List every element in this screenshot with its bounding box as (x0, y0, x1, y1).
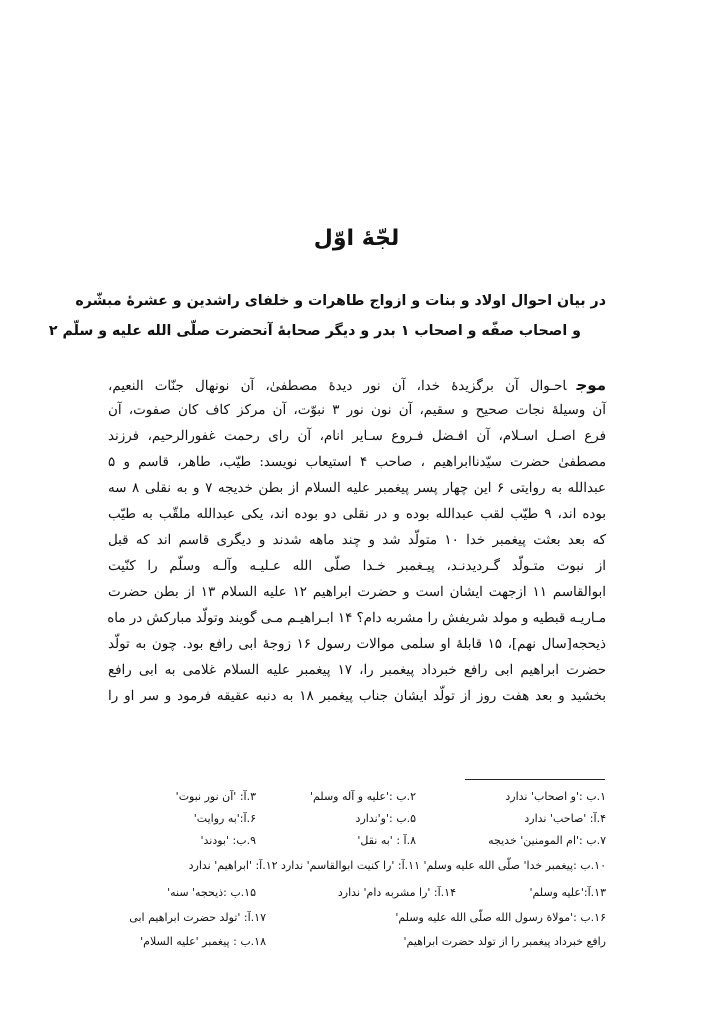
body-line: بخشید و بعد هفت روز از تولّد ایشان جناب پیغمبر ۱۸ به دنبه عقیقه فرمود و سر او را (108, 689, 606, 704)
body-line: عبدالله به روایتی ۶ این چهار پسر پیغمبر علیه السلام از بطن خدیجه ۷ و به نقلی ۸ سه (108, 481, 607, 496)
footnote: ۱۶.ب :'مولاة رسول الله صلّی الله علیه وسلم' (395, 911, 606, 924)
footnote: ۶.آ:'به روایت' (193, 812, 256, 825)
footnote: ۸.آ : 'به نقل' (357, 834, 416, 847)
body-line: ابوالقاسم ۱۱ ازجهت ایشان است و حضرت ابراهیم ۱۲ علیه السلام ۱۳ از بطن حضرت (108, 585, 606, 600)
footnote: ۴.آ: 'صاحب' ندارد (524, 812, 606, 825)
body-line: مصطفیٰ حضرت سیّدناابراهیم ، صاحب ۴ استیعاب نویسد: طیّب، طاهر، قاسم و ۵ (108, 455, 606, 470)
chapter-title: لجّهٔ اوّل (313, 226, 400, 251)
body-text (108, 372, 606, 710)
footnote: ۳.آ: 'آن نور نبوت' (175, 790, 256, 803)
footnote-row (108, 911, 606, 931)
footnote-row (108, 812, 606, 832)
body-line: ذیحجه[سال نهم]، ۱۵ قابلهٔ او سلمی موالات رسول ۱۶ زوجهٔ ابی رافع بود. چون به تولّد (108, 637, 606, 652)
body-line: بوده اند، ۹ طیّب لقب عبدالله بوده و در نقلی دو بوده اند، یکی عبدالله ملقّب به طیّب (108, 507, 607, 522)
body-line: حضرت ابراهیم ابی رافع خبرداد پیغمبر را، ۱۷ پیغمبر علیه السلام غلامی به ابی رافع (108, 663, 606, 678)
footnote: ۱۵.ب :ذیحجه' سنه' (167, 886, 256, 899)
footnote: ۱.ب :'و اصحاب' ندارد (505, 790, 606, 803)
footnote: ۱۰.ب :پیغمبر خدا' صلّی الله علیه وسلم' ۱۱.آ: 'را کنیت ابوالقاسم' ندارد ۱۲.آ: 'ابراهیم' ندارد (188, 859, 606, 872)
body-line: که بعد بعثت پیغمبر خدا ۱۰ متولّد شد و چند ماهه شدند و دیگری قاسم اند که قبل (108, 533, 606, 548)
footnote-row (108, 886, 606, 906)
footnote: ۷.ب :'ام المومنین' خدیجه (488, 834, 606, 847)
body-line-text: احـوال آن برگزیدهٔ خدا، آن نور دیدهٔ مصطفیٰ، آن نونهال جنّات النعیم، (108, 379, 567, 394)
footnote: رافع خبرداد پیغمبر را از تولد حضرت ابراهیم' (403, 935, 606, 948)
footnote-row (108, 834, 606, 854)
footnote: ۱۸.ب : پیغمبر 'علیه السلام' (140, 935, 266, 948)
section-heading-line-1: در بیان احوال اولاد و بنات و ازواج طاهرات و خلفای راشدین و عشرهٔ مبشّره (75, 293, 606, 309)
body-line: آن وسیلهٔ نجات صحیح و سقیم، آن نون نور ۳ نبوّت، آن مرکز کاف کان صفوت، آن (108, 403, 606, 418)
footnote: ۱۷.آ: 'تولد حضرت ابراهیم ابی (129, 911, 266, 924)
footnote-row (108, 859, 606, 879)
footnote: ۱۴.آ: 'را مشربه دام' ندارد (337, 886, 456, 899)
footnote-divider (465, 779, 605, 780)
footnote: ۹.ب: 'بودند' (200, 834, 256, 847)
body-line (108, 372, 606, 398)
footnote: ۵.ب :'و'ندارد (355, 812, 416, 825)
section-heading-line-2: و اصحاب صفّه و اصحاب ۱ بدر و دیگر صحابهٔ آنحضرت صلّی الله علیه و سلّم ۲ (48, 323, 581, 339)
footnote: ۲.ب :'علیه و آله وسلم' (309, 790, 416, 803)
body-line: مـاریـه قبطیه و مولد شریفش را مشربه دام؟ ۱۴ ابـراهیـم مـی گویند وتولّد مبارکش در ماه (107, 611, 606, 626)
footnote-row (108, 790, 606, 810)
footnote-row (108, 935, 606, 955)
body-line: فرع اصـل اسـلام، آن افـضل فـروع سـایر انام، آن رای رحمت غفورالرحیم، فرزند (108, 429, 606, 444)
footnote: ۱۳.آ:'علیه وسلم' (529, 886, 606, 899)
body-line: از نبوت متـولّد گـردیدنـد، پیـغمبر خـدا صلّی الله عـلیـه وآلـه وسلّم را کنّیت (108, 559, 606, 574)
lead-word: موج (576, 376, 606, 394)
